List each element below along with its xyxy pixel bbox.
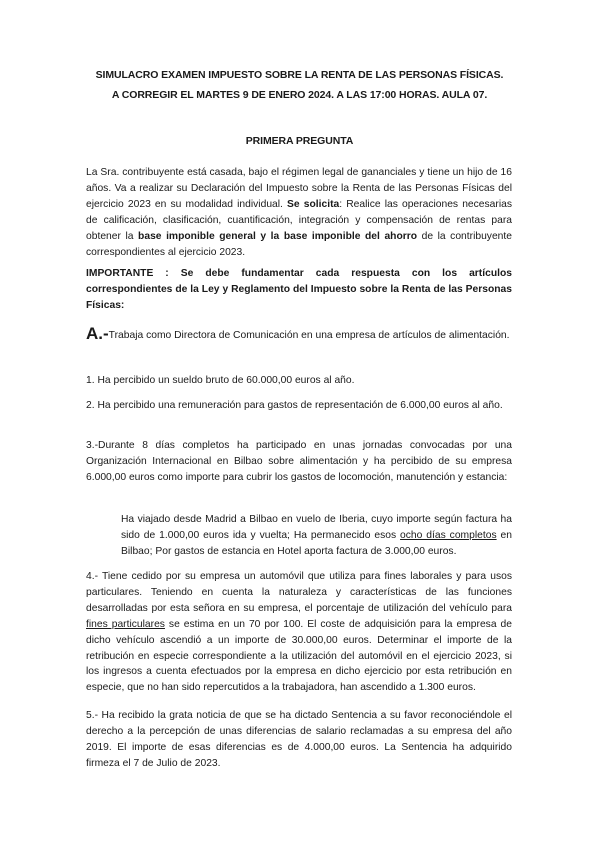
intro-paragraph	[86, 165, 512, 260]
item-3-detail-underlined: ocho días completos	[400, 529, 497, 541]
item-3-detail-text-1: Ha viajado desde Madrid a Bilbao en vuelo de Iberia, cuyo importe según factura ha sido de 1.000,00 euros ida y vuelta; Ha permanecido esos	[121, 514, 512, 541]
document-title-line-2: A CORREGIR EL MARTES 9 DE ENERO 2024. A LAS 17:00 HORAS. AULA 07.	[111, 89, 488, 101]
intro-text-2: : Realice las operaciones necesarias de calificación, clasificación, cuantificación, integración y compensación de rentas para obtener la	[86, 198, 512, 242]
intro-bold-bases: base imponible general y la base imponible del ahorro	[138, 230, 418, 242]
section-title: PRIMERA PREGUNTA	[245, 135, 354, 147]
item-4	[86, 569, 512, 696]
item-3: 3.-Durante 8 días completos ha participado en unas jornadas convocadas por una Organización Internacional en Bilbao sobre alimentación y ha percibido de su empresa 6.000,00 euros como importe para cubrir los gastos de locomoción, manutención y estancia:	[86, 440, 512, 483]
section-a-paragraph	[86, 326, 512, 344]
intro-bold-solicita: Se solicita	[287, 198, 340, 210]
item-2: 2. Ha percibido una remuneración para gastos de representación de 6.000,00 euros al año.	[86, 400, 503, 411]
item-3-detail-text-2: en Bilbao; Por gastos de estancia en Hotel aporta factura de 3.000,00 euros.	[121, 529, 512, 557]
item-1: 1. Ha percibido un sueldo bruto de 60.000,00 euros al año.	[86, 375, 355, 386]
item-4-text-1: 4.- Tiene cedido por su empresa un automóvil que utiliza para fines laborales y para usos particulares. Teniendo en cuenta la naturaleza y características de las funciones desarrolladas por esta señora en su empresa, el porcentaje de utilización del vehículo para	[86, 571, 512, 614]
important-note: IMPORTANTE : Se debe fundamentar cada respuesta con los artículos correspondientes de la Ley y Reglamento del Impuesto sobre la Renta de las Personas Físicas:	[86, 268, 512, 311]
item-5: 5.- Ha recibido la grata noticia de que se ha dictado Sentencia a su favor reconociéndole el derecho a la percepción de unas diferencias de salario reclamadas a su empresa del año 2019. El importe de esas diferencias es de 4.000,00 euros. La Sentencia ha adquirido firmeza el 7 de Julio de 2023.	[86, 710, 512, 769]
intro-text-3: de la contribuyente correspondientes al ejercicio 2023.	[86, 230, 512, 258]
item-4-text-2: se estima en un 70 por 100. El coste de adquisición para la empresa de dicho vehículo ascendió a un importe de 30.000,00 euros. Determinar el importe de la retribución en especie correspondiente a la utilización del automóvil en el ejercicio 2023, si los ingresos a cuenta efectuados por la empresa en dicho ejercicio por esta retribución en especie, que no han sido repercutidos a la trabajadora, han ascendido a 1.300 euros.	[86, 618, 512, 694]
document-title-line-1: SIMULACRO EXAMEN IMPUESTO SOBRE LA RENTA DE LAS PERSONAS FÍSICAS.	[95, 69, 504, 81]
item-4-underlined: fines particulares	[86, 618, 165, 630]
section-a-text: Trabaja como Directora de Comunicación en una empresa de artículos de alimentación.	[108, 330, 510, 341]
intro-text-1: La Sra. contribuyente está casada, bajo el régimen legal de gananciales y tiene un hijo de 16 años. Va a realizar su Declaración del Impuesto sobre la Renta de las Personas Físicas del ejercicio 2023 en su modalidad individual.	[86, 167, 512, 210]
section-a-letter: A.-	[86, 324, 109, 343]
item-3-detail	[121, 512, 512, 560]
